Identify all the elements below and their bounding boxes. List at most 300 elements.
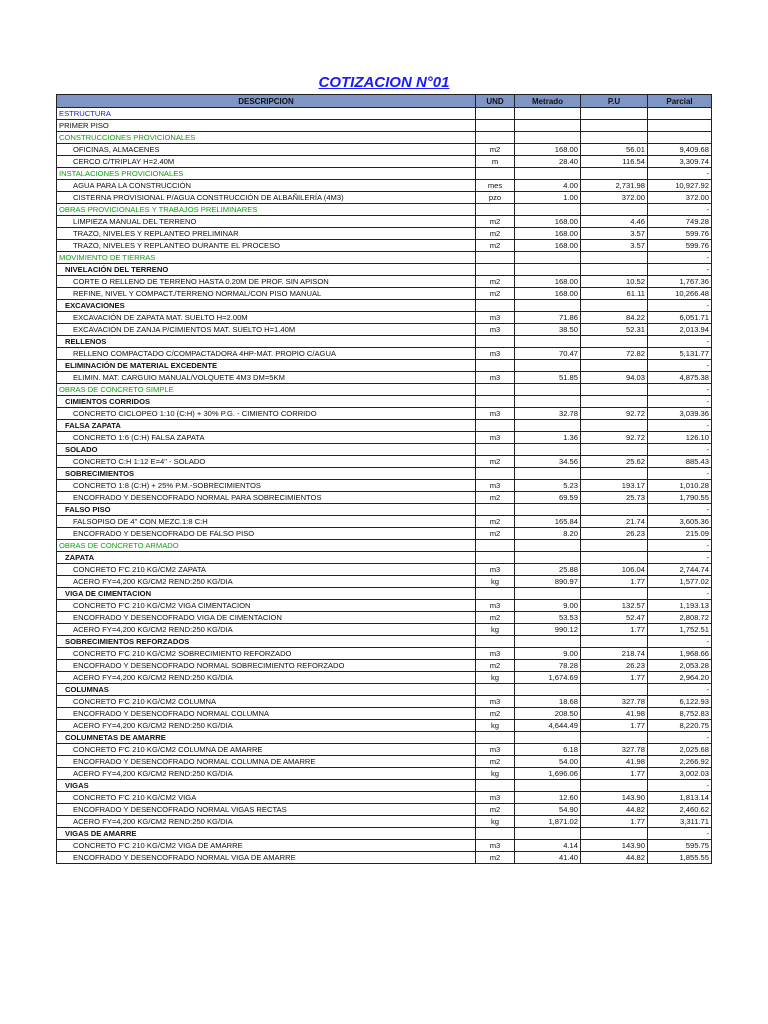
cell-parcial: -: [648, 168, 712, 180]
cell-metrado: 1.36: [515, 432, 581, 444]
table-row: [57, 564, 712, 576]
cell-metrado: [515, 504, 581, 516]
cell-und: m2: [476, 708, 515, 720]
table-row: [57, 624, 712, 636]
cell-descripcion: RELLENO COMPACTADO C/COMPACTADORA 4HP-MAT. PROPIO C/AGUA: [57, 348, 476, 360]
table-row: [57, 480, 712, 492]
cell-parcial: 8,752.83: [648, 708, 712, 720]
cell-parcial: 2,013.94: [648, 324, 712, 336]
cell-und: mes: [476, 180, 515, 192]
cell-pu: [581, 828, 648, 840]
cell-pu: 116.54: [581, 156, 648, 168]
cell-metrado: 70.47: [515, 348, 581, 360]
cell-und: kg: [476, 672, 515, 684]
cell-und: m2: [476, 456, 515, 468]
table-row: [57, 156, 712, 168]
cell-pu: 132.57: [581, 600, 648, 612]
subsection-row: [57, 504, 712, 516]
cell-metrado: 168.00: [515, 216, 581, 228]
cell-pu: 52.47: [581, 612, 648, 624]
cell-descripcion: OFICINAS, ALMACENES: [57, 144, 476, 156]
cell-pu: [581, 636, 648, 648]
cell-und: [476, 552, 515, 564]
cell-und: m3: [476, 480, 515, 492]
cell-und: [476, 420, 515, 432]
cell-pu: 1.77: [581, 720, 648, 732]
header-metrado: Metrado: [515, 95, 581, 108]
cell-pu: 21.74: [581, 516, 648, 528]
cell-descripcion: ACERO FY=4,200 KG/CM2 REND:250 KG/DIA: [57, 672, 476, 684]
cell-descripcion: CONCRETO F'C 210 KG/CM2 COLUMNA DE AMARRE: [57, 744, 476, 756]
cell-pu: 94.03: [581, 372, 648, 384]
cell-und: [476, 108, 515, 120]
cell-und: [476, 684, 515, 696]
cell-descripcion: FALSA ZAPATA: [57, 420, 476, 432]
table-header-row: [57, 95, 712, 108]
cell-und: kg: [476, 720, 515, 732]
cell-descripcion: AGUA PARA LA CONSTRUCCIÓN: [57, 180, 476, 192]
table-body: [57, 108, 712, 864]
cell-und: m2: [476, 492, 515, 504]
table-row: [57, 648, 712, 660]
cell-parcial: 2,025.68: [648, 744, 712, 756]
cell-pu: 26.23: [581, 660, 648, 672]
cell-descripcion: EXCAVACIONES: [57, 300, 476, 312]
cell-parcial: 1,813.14: [648, 792, 712, 804]
cell-und: [476, 204, 515, 216]
cell-descripcion: COLUMNETAS DE AMARRE: [57, 732, 476, 744]
cell-pu: [581, 552, 648, 564]
cell-descripcion: ENCOFRADO Y DESENCOFRADO NORMAL SOBRECIMIENTO REFORZADO: [57, 660, 476, 672]
cell-pu: [581, 252, 648, 264]
table-row: [57, 576, 712, 588]
cell-descripcion: CORTE O RELLENO DE TERRENO HASTA 0.20M DE PROF. SIN APISON: [57, 276, 476, 288]
cell-pu: 1.77: [581, 768, 648, 780]
cell-descripcion: MOVIMIENTO DE TIERRAS: [57, 252, 476, 264]
cell-pu: 25.73: [581, 492, 648, 504]
cell-metrado: [515, 684, 581, 696]
table-row: [57, 240, 712, 252]
cell-parcial: 3,002.03: [648, 768, 712, 780]
cell-descripcion: ZAPATA: [57, 552, 476, 564]
cell-und: m3: [476, 324, 515, 336]
section-row: [57, 204, 712, 216]
cell-und: m2: [476, 804, 515, 816]
cell-parcial: [648, 132, 712, 144]
table-row: [57, 432, 712, 444]
table-row: [57, 144, 712, 156]
cell-pu: 61.11: [581, 288, 648, 300]
cell-pu: 44.82: [581, 804, 648, 816]
table-row: [57, 288, 712, 300]
header-parcial: Parcial: [648, 95, 712, 108]
table-row: [57, 372, 712, 384]
cell-descripcion: ENCOFRADO Y DESENCOFRADO VIGA DE CIMENTACION: [57, 612, 476, 624]
cell-pu: [581, 264, 648, 276]
cell-und: m2: [476, 756, 515, 768]
cell-und: [476, 828, 515, 840]
cell-metrado: 890.97: [515, 576, 581, 588]
cell-metrado: [515, 732, 581, 744]
cell-und: pzo: [476, 192, 515, 204]
cell-descripcion: CISTERNA PROVISIONAL P/AGUA CONSTRUCCIÓN DE ALBAÑILERÍA (4M3): [57, 192, 476, 204]
cell-pu: 92.72: [581, 432, 648, 444]
cell-pu: [581, 504, 648, 516]
cell-pu: 41.98: [581, 708, 648, 720]
cell-metrado: 168.00: [515, 288, 581, 300]
table-row: [57, 456, 712, 468]
cell-descripcion: PRIMER PISO: [57, 120, 476, 132]
cell-pu: 72.82: [581, 348, 648, 360]
cell-pu: [581, 732, 648, 744]
cell-und: [476, 540, 515, 552]
cell-pu: 52.31: [581, 324, 648, 336]
cell-metrado: 9.00: [515, 600, 581, 612]
cell-parcial: 10,266.48: [648, 288, 712, 300]
cell-und: m3: [476, 792, 515, 804]
cell-parcial: [648, 120, 712, 132]
cell-metrado: [515, 636, 581, 648]
cell-descripcion: ACERO FY=4,200 KG/CM2 REND:250 KG/DIA: [57, 576, 476, 588]
cell-parcial: 3,311.71: [648, 816, 712, 828]
cell-pu: [581, 360, 648, 372]
table-row: [57, 612, 712, 624]
cell-pu: [581, 132, 648, 144]
cell-descripcion: CIMIENTOS CORRIDOS: [57, 396, 476, 408]
subsection-row: [57, 636, 712, 648]
cell-und: kg: [476, 816, 515, 828]
cell-parcial: 2,744.74: [648, 564, 712, 576]
cell-und: [476, 360, 515, 372]
table-row: [57, 216, 712, 228]
cell-metrado: 54.90: [515, 804, 581, 816]
cell-und: [476, 252, 515, 264]
cell-und: m2: [476, 612, 515, 624]
subsection-row: [57, 780, 712, 792]
cell-descripcion: ACERO FY=4,200 KG/CM2 REND:250 KG/DIA: [57, 720, 476, 732]
cell-parcial: 1,767.36: [648, 276, 712, 288]
cell-parcial: 9,409.68: [648, 144, 712, 156]
cell-pu: 1.77: [581, 816, 648, 828]
cell-descripcion: CONCRETO C:H 1:12 E=4" - SOLADO: [57, 456, 476, 468]
cell-pu: [581, 120, 648, 132]
cell-metrado: 6.18: [515, 744, 581, 756]
cell-pu: 1.77: [581, 576, 648, 588]
cell-und: [476, 384, 515, 396]
subsection-row: [57, 444, 712, 456]
cell-metrado: 28.40: [515, 156, 581, 168]
cell-metrado: 168.00: [515, 240, 581, 252]
cell-descripcion: CONCRETO F'C 210 KG/CM2 VIGA: [57, 792, 476, 804]
cell-descripcion: ELIMINACIÓN DE MATERIAL EXCEDENTE: [57, 360, 476, 372]
cell-descripcion: COLUMNAS: [57, 684, 476, 696]
cell-parcial: 3,039.36: [648, 408, 712, 420]
cell-descripcion: CONCRETO CICLOPEO 1:10 (C:H) + 30% P.G. - CIMIENTO CORRIDO: [57, 408, 476, 420]
cell-metrado: [515, 828, 581, 840]
cell-und: [476, 300, 515, 312]
cell-parcial: 215.09: [648, 528, 712, 540]
cell-metrado: [515, 468, 581, 480]
cell-descripcion: ENCOFRADO Y DESENCOFRADO DE FALSO PISO: [57, 528, 476, 540]
cell-metrado: 53.53: [515, 612, 581, 624]
cell-metrado: [515, 108, 581, 120]
cell-pu: [581, 444, 648, 456]
cell-descripcion: VIGAS DE AMARRE: [57, 828, 476, 840]
cell-und: [476, 336, 515, 348]
cell-pu: [581, 336, 648, 348]
subsection-row: [57, 420, 712, 432]
cell-metrado: [515, 360, 581, 372]
cell-parcial: 6,051.71: [648, 312, 712, 324]
cell-parcial: -: [648, 360, 712, 372]
cell-pu: 1.77: [581, 672, 648, 684]
cell-metrado: 168.00: [515, 144, 581, 156]
cell-metrado: [515, 336, 581, 348]
cell-pu: 106.04: [581, 564, 648, 576]
cell-metrado: 34.56: [515, 456, 581, 468]
cell-descripcion: FALSOPISO DE 4" CON MEZC.1:8 C:H: [57, 516, 476, 528]
subsection-row: [57, 732, 712, 744]
subsection-row: [57, 552, 712, 564]
cell-parcial: 4,875.38: [648, 372, 712, 384]
cell-metrado: 18.68: [515, 696, 581, 708]
cell-und: kg: [476, 576, 515, 588]
cell-pu: [581, 108, 648, 120]
table-row: [57, 192, 712, 204]
table-row: [57, 600, 712, 612]
cell-pu: [581, 420, 648, 432]
document-title: COTIZACION N°01: [318, 74, 450, 91]
cell-descripcion: OBRAS PROVICIONALES Y TRABAJOS PRELIMINARES: [57, 204, 476, 216]
cell-parcial: -: [648, 252, 712, 264]
cell-descripcion: SOBRECIMIENTOS REFORZADOS: [57, 636, 476, 648]
section-row: [57, 168, 712, 180]
cell-parcial: 1,577.02: [648, 576, 712, 588]
subsection-row: [57, 360, 712, 372]
cell-pu: 25.62: [581, 456, 648, 468]
cell-und: m2: [476, 240, 515, 252]
cell-parcial: -: [648, 552, 712, 564]
cell-descripcion: OBRAS DE CONCRETO ARMADO: [57, 540, 476, 552]
cell-parcial: 10,927.92: [648, 180, 712, 192]
cell-und: m2: [476, 276, 515, 288]
section-row: [57, 252, 712, 264]
cell-parcial: -: [648, 780, 712, 792]
cell-parcial: -: [648, 732, 712, 744]
cell-parcial: -: [648, 300, 712, 312]
cell-pu: 3.57: [581, 240, 648, 252]
section-row: [57, 120, 712, 132]
cell-und: kg: [476, 624, 515, 636]
cell-und: [476, 588, 515, 600]
cell-descripcion: ENCOFRADO Y DESENCOFRADO NORMAL VIGAS RECTAS: [57, 804, 476, 816]
cell-pu: [581, 300, 648, 312]
cell-metrado: 4.14: [515, 840, 581, 852]
table-row: [57, 708, 712, 720]
table-row: [57, 324, 712, 336]
subsection-row: [57, 684, 712, 696]
subsection-row: [57, 588, 712, 600]
cell-descripcion: TRAZO, NIVELES Y REPLANTEO PRELIMINAR: [57, 228, 476, 240]
table-row: [57, 312, 712, 324]
cell-pu: 84.22: [581, 312, 648, 324]
cell-parcial: 3,605.36: [648, 516, 712, 528]
subsection-row: [57, 336, 712, 348]
cell-pu: [581, 468, 648, 480]
cell-parcial: -: [648, 204, 712, 216]
cell-descripcion: LIMPIEZA MANUAL DEL TERRENO: [57, 216, 476, 228]
cell-und: m2: [476, 288, 515, 300]
cell-und: [476, 120, 515, 132]
cell-parcial: 1,968.66: [648, 648, 712, 660]
cell-metrado: 25.88: [515, 564, 581, 576]
cell-und: m: [476, 156, 515, 168]
cell-descripcion: ESTRUCTURA: [57, 108, 476, 120]
section-row: [57, 132, 712, 144]
cell-und: [476, 396, 515, 408]
cell-parcial: 126.10: [648, 432, 712, 444]
cell-und: m3: [476, 312, 515, 324]
cell-metrado: 1,674.69: [515, 672, 581, 684]
cell-pu: [581, 396, 648, 408]
header-und: UND: [476, 95, 515, 108]
cell-descripcion: FALSO PISO: [57, 504, 476, 516]
cell-descripcion: CONCRETO F'C 210 KG/CM2 VIGA DE AMARRE: [57, 840, 476, 852]
cell-descripcion: ACERO FY=4,200 KG/CM2 REND:250 KG/DIA: [57, 816, 476, 828]
cell-und: [476, 780, 515, 792]
table-row: [57, 348, 712, 360]
cell-pu: 41.98: [581, 756, 648, 768]
cell-metrado: 41.40: [515, 852, 581, 864]
cell-metrado: 1,696.06: [515, 768, 581, 780]
cell-und: [476, 636, 515, 648]
table-row: [57, 816, 712, 828]
cell-descripcion: ELIMIN. MAT. CARGUIO MANUAL/VOLQUETE 4M3 DM=5KM: [57, 372, 476, 384]
cell-metrado: 12.60: [515, 792, 581, 804]
table-row: [57, 276, 712, 288]
cell-metrado: [515, 264, 581, 276]
cell-pu: 2,731.98: [581, 180, 648, 192]
cell-descripcion: RELLENOS: [57, 336, 476, 348]
table-row: [57, 228, 712, 240]
cell-und: [476, 468, 515, 480]
cell-metrado: 38.50: [515, 324, 581, 336]
subsection-row: [57, 828, 712, 840]
cell-metrado: 4,644.49: [515, 720, 581, 732]
cell-pu: 372.00: [581, 192, 648, 204]
cell-metrado: 78.28: [515, 660, 581, 672]
cell-parcial: 1,010.28: [648, 480, 712, 492]
cell-parcial: -: [648, 444, 712, 456]
cell-parcial: 595.75: [648, 840, 712, 852]
cell-metrado: [515, 120, 581, 132]
cell-metrado: [515, 552, 581, 564]
budget-table: [56, 94, 712, 864]
cell-metrado: [515, 252, 581, 264]
cell-metrado: 71.86: [515, 312, 581, 324]
cell-und: m2: [476, 216, 515, 228]
cell-parcial: -: [648, 420, 712, 432]
cell-und: m3: [476, 408, 515, 420]
cell-descripcion: EXCAVACIÓN DE ZAPATA MAT. SUELTO H=2.00M: [57, 312, 476, 324]
cell-descripcion: CONCRETO F'C 210 KG/CM2 ZAPATA: [57, 564, 476, 576]
cell-descripcion: VIGAS: [57, 780, 476, 792]
cell-metrado: [515, 300, 581, 312]
cell-parcial: -: [648, 588, 712, 600]
cell-pu: 218.74: [581, 648, 648, 660]
table-row: [57, 528, 712, 540]
cell-descripcion: INSTALACIONES PROVICIONALES: [57, 168, 476, 180]
cell-pu: 4.46: [581, 216, 648, 228]
cell-metrado: 51.85: [515, 372, 581, 384]
table-row: [57, 660, 712, 672]
cell-pu: [581, 384, 648, 396]
cell-pu: [581, 588, 648, 600]
cell-parcial: 2,460.62: [648, 804, 712, 816]
cell-pu: [581, 540, 648, 552]
cell-parcial: 599.76: [648, 228, 712, 240]
cell-descripcion: ENCOFRADO Y DESENCOFRADO NORMAL COLUMNA: [57, 708, 476, 720]
cell-pu: [581, 684, 648, 696]
cell-und: m3: [476, 744, 515, 756]
cell-metrado: [515, 420, 581, 432]
cell-und: [476, 132, 515, 144]
cell-und: [476, 444, 515, 456]
cell-descripcion: TRAZO, NIVELES Y REPLANTEO DURANTE EL PROCESO: [57, 240, 476, 252]
table-row: [57, 720, 712, 732]
table-row: [57, 696, 712, 708]
cell-pu: 143.90: [581, 792, 648, 804]
table-row: [57, 516, 712, 528]
cell-pu: 44.82: [581, 852, 648, 864]
cell-pu: 3.57: [581, 228, 648, 240]
cell-parcial: -: [648, 828, 712, 840]
cell-descripcion: SOLADO: [57, 444, 476, 456]
cell-descripcion: CERCO C/TRIPLAY H=2.40M: [57, 156, 476, 168]
cell-metrado: 8.20: [515, 528, 581, 540]
cell-metrado: [515, 396, 581, 408]
cell-parcial: 599.76: [648, 240, 712, 252]
cell-metrado: 208.50: [515, 708, 581, 720]
cell-pu: 1.77: [581, 624, 648, 636]
cell-parcial: 372.00: [648, 192, 712, 204]
cell-und: m3: [476, 600, 515, 612]
cell-pu: 92.72: [581, 408, 648, 420]
cell-descripcion: SOBRECIMIENTOS: [57, 468, 476, 480]
cell-pu: 56.01: [581, 144, 648, 156]
cell-parcial: -: [648, 396, 712, 408]
cell-metrado: 4.00: [515, 180, 581, 192]
table-row: [57, 408, 712, 420]
cell-descripcion: VIGA DE CIMENTACION: [57, 588, 476, 600]
table-row: [57, 768, 712, 780]
table-row: [57, 744, 712, 756]
cell-metrado: 990.12: [515, 624, 581, 636]
cell-und: m3: [476, 372, 515, 384]
cell-parcial: 6,122.93: [648, 696, 712, 708]
cell-und: kg: [476, 768, 515, 780]
table-row: [57, 804, 712, 816]
subsection-row: [57, 300, 712, 312]
cell-parcial: 1,855.55: [648, 852, 712, 864]
cell-parcial: 5,131.77: [648, 348, 712, 360]
cell-descripcion: ACERO FY=4,200 KG/CM2 REND:250 KG/DIA: [57, 624, 476, 636]
cell-parcial: -: [648, 384, 712, 396]
cell-und: m2: [476, 660, 515, 672]
cell-parcial: 749.28: [648, 216, 712, 228]
table-row: [57, 852, 712, 864]
cell-und: m2: [476, 516, 515, 528]
